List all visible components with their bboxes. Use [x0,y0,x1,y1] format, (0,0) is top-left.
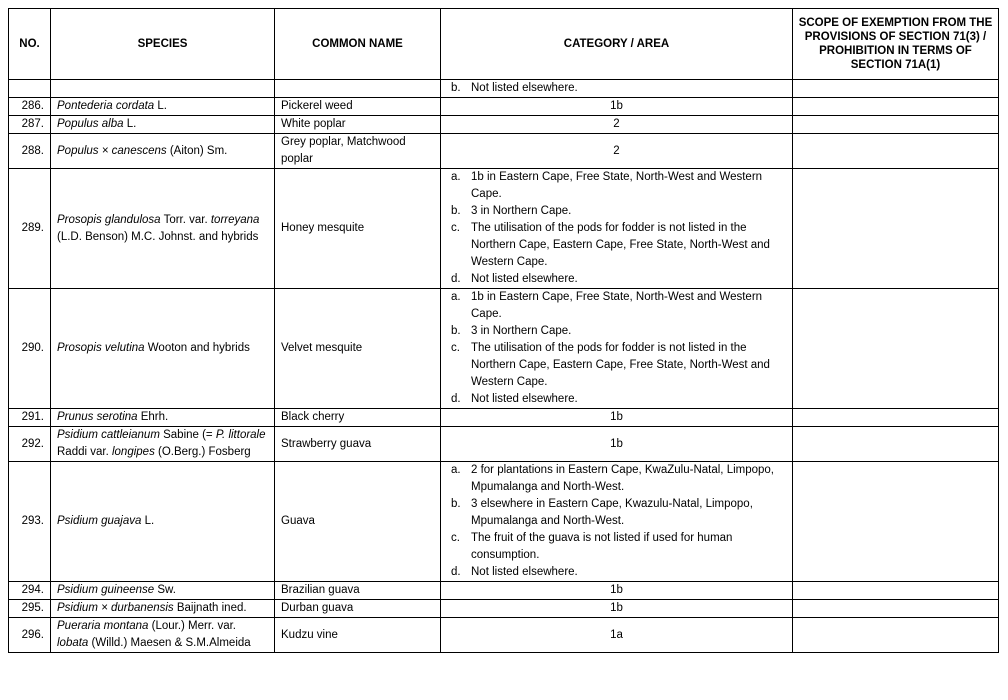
table-row [9,134,999,169]
species-name-italic: Psidium × durbanensis [57,602,174,614]
cell-no: 287. [9,116,51,134]
table-row [9,427,999,462]
cell-common-name: Guava [275,462,441,582]
cell-species [51,169,275,289]
list-text: 3 in Northern Cape. [471,325,572,337]
cell-common-name: Honey mesquite [275,169,441,289]
species-author: L. [141,515,155,527]
cell-species [51,80,275,98]
species-name-italic: Populus alba [57,118,124,130]
table-row [9,462,999,582]
header-species: SPECIES [51,9,275,80]
species-name-italic: Psidium cattleianum [57,429,160,441]
table-row [9,600,999,618]
species-name-italic: Prosopis glandulosa [57,213,161,226]
cell-scope [793,169,999,289]
cell-no: 286. [9,98,51,116]
species-author: L. [154,100,167,112]
cell-scope [793,618,999,653]
header-scope-of-exemption: SCOPE OF EXEMPTION FROM THE PROVISIONS OF SECTION 71(3) / PROHIBITION IN TERMS OF SECTION 71A(1) [793,9,999,80]
header-no: NO. [9,9,51,80]
table-row [9,289,999,409]
category-list [447,169,786,288]
list-text: Not listed elsewhere. [471,273,578,285]
cell-common-name: White poplar [275,116,441,134]
cell-species [51,582,275,600]
list-text: 3 in Northern Cape. [471,205,572,217]
cell-species [51,116,275,134]
cell-common-name: Strawberry guava [275,427,441,462]
list-item [447,271,786,288]
list-text: Not listed elsewhere. [471,566,578,578]
species-name-italic: longipes [111,446,155,458]
list-item [447,564,786,581]
cell-scope [793,462,999,582]
species-author: Wooton and hybrids [144,342,250,354]
cell-category-area: 1b [441,582,793,600]
table-row [9,618,999,653]
list-item [447,340,786,391]
species-name-italic: Prunus serotina [57,411,138,423]
cell-category-area [441,169,793,289]
species-author: (Aiton) Sm. [166,144,228,157]
cell-no: 294. [9,582,51,600]
species-name-italic: Prosopis velutina [57,342,145,354]
list-text: The utilisation of the pods for fodder is not listed in the Northern Cape, Eastern Cape, Free State, North-West and Western Cape. [471,342,770,388]
list-item [447,220,786,271]
species-name-italic: Populus × canescens [57,144,167,157]
list-item [447,169,786,203]
list-text: Not listed elsewhere. [471,393,578,405]
list-item [447,323,786,340]
list-text: 1b in Eastern Cape, Free State, North-West and Western Cape. [471,291,763,320]
list-marker: b. [451,498,461,510]
cell-scope [793,134,999,169]
category-list [447,289,786,408]
species-author: Sw. [154,584,176,596]
list-marker: a. [451,291,461,303]
list-text: 2 for plantations in Eastern Cape, KwaZulu-Natal, Limpopo, Mpumalanga and North-West. [471,464,774,493]
list-text: 3 elsewhere in Eastern Cape, Kwazulu-Natal, Limpopo, Mpumalanga and North-West. [471,498,753,527]
cell-species [51,409,275,427]
cell-species [51,289,275,409]
cell-no: 295. [9,600,51,618]
cell-common-name: Durban guava [275,600,441,618]
cell-scope [793,409,999,427]
cell-category-area [441,462,793,582]
list-text: 1b in Eastern Cape, Free State, North-West and Western Cape. [471,171,763,200]
list-marker: c. [451,222,460,234]
species-author: (O.Berg.) Fosberg [154,446,251,458]
species-name-italic: P. littorale [215,429,266,441]
table-row [9,116,999,134]
species-author: (Willd.) Maesen & S.M.Almeida [88,637,251,649]
list-item [447,80,786,97]
cell-species [51,427,275,462]
table-row [9,98,999,116]
list-marker: d. [451,566,461,578]
species-name-italic: Pueraria montana [57,620,149,632]
cell-common-name: Black cherry [275,409,441,427]
list-marker: d. [451,273,461,285]
cell-category-area: 1b [441,427,793,462]
cell-category-area: 1b [441,409,793,427]
cell-common-name: Kudzu vine [275,618,441,653]
cell-scope [793,98,999,116]
list-marker: c. [451,342,460,354]
cell-species [51,134,275,169]
species-author: L. [123,118,137,130]
list-text: Not listed elsewhere. [471,82,578,94]
cell-species [51,462,275,582]
cell-no: 296. [9,618,51,653]
header-common-name: COMMON NAME [275,9,441,80]
cell-no: 289. [9,169,51,289]
table-row [9,80,999,98]
cell-species [51,98,275,116]
category-list [447,462,786,581]
list-item [447,496,786,530]
cell-no: 290. [9,289,51,409]
cell-scope [793,80,999,98]
cell-scope [793,582,999,600]
table-row [9,582,999,600]
list-item [447,530,786,564]
list-item [447,462,786,496]
species-name-italic: Psidium guajava [57,515,142,527]
cell-no [9,80,51,98]
list-item [447,391,786,408]
table-body [9,80,999,653]
cell-scope [793,600,999,618]
list-text: The utilisation of the pods for fodder is not listed in the Northern Cape, Eastern Cape, Free State, North-West and Western Cape. [471,222,770,268]
cell-category-area: 1a [441,618,793,653]
cell-category-area: 2 [441,134,793,169]
species-name-italic: lobata [57,637,89,649]
list-marker: c. [451,532,460,544]
cell-common-name: Velvet mesquite [275,289,441,409]
species-author: Torr. var. [160,213,211,226]
species-author: (Lour.) Merr. var. [148,620,236,632]
list-marker: a. [451,464,461,476]
cell-category-area [441,80,793,98]
cell-no: 292. [9,427,51,462]
cell-no: 293. [9,462,51,582]
species-name-italic: torreyana [210,213,260,226]
header-category-area: CATEGORY / AREA [441,9,793,80]
list-marker: b. [451,205,461,217]
list-marker: b. [451,325,461,337]
species-author: Sabine (= [159,429,216,441]
list-item [447,289,786,323]
cell-common-name: Grey poplar, Matchwood poplar [275,134,441,169]
cell-category-area: 1b [441,600,793,618]
cell-category-area: 2 [441,116,793,134]
list-item [447,203,786,220]
header-row [9,9,999,80]
cell-common-name [275,80,441,98]
species-table [8,8,999,653]
species-name-italic: Psidium guineense [57,584,155,596]
category-list [447,80,786,97]
list-marker: a. [451,171,461,183]
list-text: The fruit of the guava is not listed if used for human consumption. [471,532,733,561]
species-author: Raddi var. [57,446,112,458]
list-marker: b. [451,82,461,94]
species-author: Ehrh. [137,411,169,423]
cell-category-area: 1b [441,98,793,116]
cell-no: 291. [9,409,51,427]
cell-no: 288. [9,134,51,169]
list-marker: d. [451,393,461,405]
cell-common-name: Pickerel weed [275,98,441,116]
cell-species [51,618,275,653]
cell-species [51,600,275,618]
cell-scope [793,289,999,409]
species-author: (L.D. Benson) M.C. Johnst. and hybrids [57,230,259,243]
cell-common-name: Brazilian guava [275,582,441,600]
cell-category-area [441,289,793,409]
cell-scope [793,427,999,462]
species-author: Baijnath ined. [173,602,247,614]
cell-scope [793,116,999,134]
table-row [9,409,999,427]
species-name-italic: Pontederia cordata [57,100,155,112]
table-row [9,169,999,289]
